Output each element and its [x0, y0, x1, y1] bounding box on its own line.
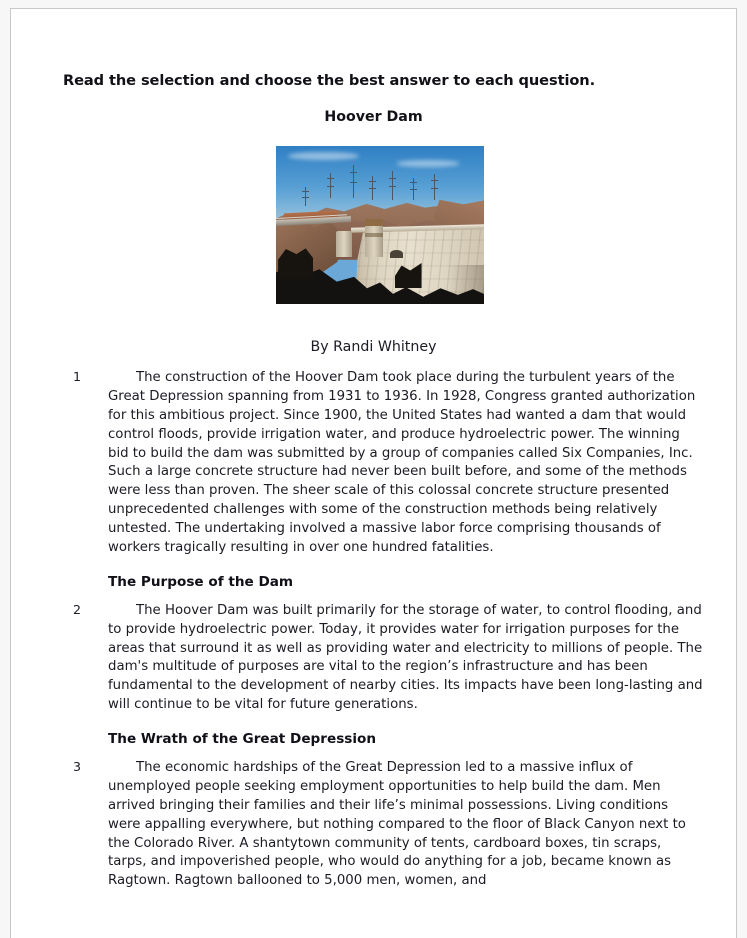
cloud-shape: [397, 160, 459, 166]
passage-paragraph: [63, 602, 703, 715]
paragraph-text: The construction of the Hoover Dam took place during the turbulent years of the Great Depression spanning from 1931 to 1936. In 1928, Congress granted authorization for this ambitious project. Since 1900, the United States had wanted a dam that would control floods, provide irrigation water, and produce hydroelectric power. The winning bid to build the dam was submitted by a group of companies called Six Companies, Inc. Such a large concrete structure had never been built before, and some of the methods were less than proven. The sheer scale of this colossal concrete structure presented unprecedented challenges with some of the construction methods being relatively untested. The undertaking involved a massive labor force comprising thousands of workers tragically resulting in over one hundred fatalities.: [108, 370, 696, 555]
paragraph-text: The economic hardships of the Great Depression led to a massive influx of unemployed people seeking employment opportunities to help build the dam. Men arrived bringing their families and their life’s minimal possessions. Living conditions were appalling everywhere, but nothing compared to the floor of Black Canyon next to the Colorado River. A shantytown community of tents, cardboard boxes, tin scraps, tarps, and impoverished people, who would do anything for a job, became known as Ragtown. Ragtown ballooned to 5,000 men, women, and: [108, 760, 686, 889]
paragraph-text: The Hoover Dam was built primarily for the storage of water, to control flooding, and to provide hydroelectric power. Today, it provides water for irrigation purposes for the areas that surround it as well as providing water and electricity to millions of people. The dam's multitude of purposes are vital to the region’s infrastructure and has been fundamental to the development of nearby cities. Its impacts have been long-lasting and will continue to be vital for future generations.: [108, 602, 703, 713]
page-content: [11, 9, 736, 938]
section-subheading: The Wrath of the Great Depression: [108, 731, 377, 747]
instruction-heading: Read the selection and choose the best answer to each question.: [63, 72, 596, 89]
intake-tower-band: [365, 233, 383, 237]
intake-tower: [336, 231, 352, 256]
byline: By Randi Whitney: [310, 339, 437, 355]
intake-tower: [365, 222, 383, 257]
transmission-tower-icon: [372, 176, 373, 200]
passage-paragraph: [63, 369, 703, 558]
transmission-tower-icon: [353, 165, 354, 198]
transmission-tower-icon: [330, 173, 331, 198]
paragraph-number: 1: [73, 369, 82, 384]
hoover-dam-figure: [276, 146, 484, 304]
intake-tower-top: [365, 219, 383, 225]
spillway-arch: [390, 250, 402, 258]
transmission-tower-icon: [413, 178, 414, 200]
page-title: Hoover Dam: [324, 109, 423, 125]
transmission-tower-icon: [434, 174, 435, 199]
section-subheading: The Purpose of the Dam: [108, 573, 294, 590]
transmission-tower-icon: [392, 171, 393, 199]
passage-paragraph: [63, 759, 703, 891]
hoover-dam-photograph: [276, 146, 484, 304]
paragraph-number: 2: [73, 601, 82, 617]
reading-passage: [63, 369, 703, 895]
paragraph-number: 3: [73, 759, 82, 774]
document-page: [10, 8, 737, 938]
transmission-tower-icon: [305, 187, 306, 206]
